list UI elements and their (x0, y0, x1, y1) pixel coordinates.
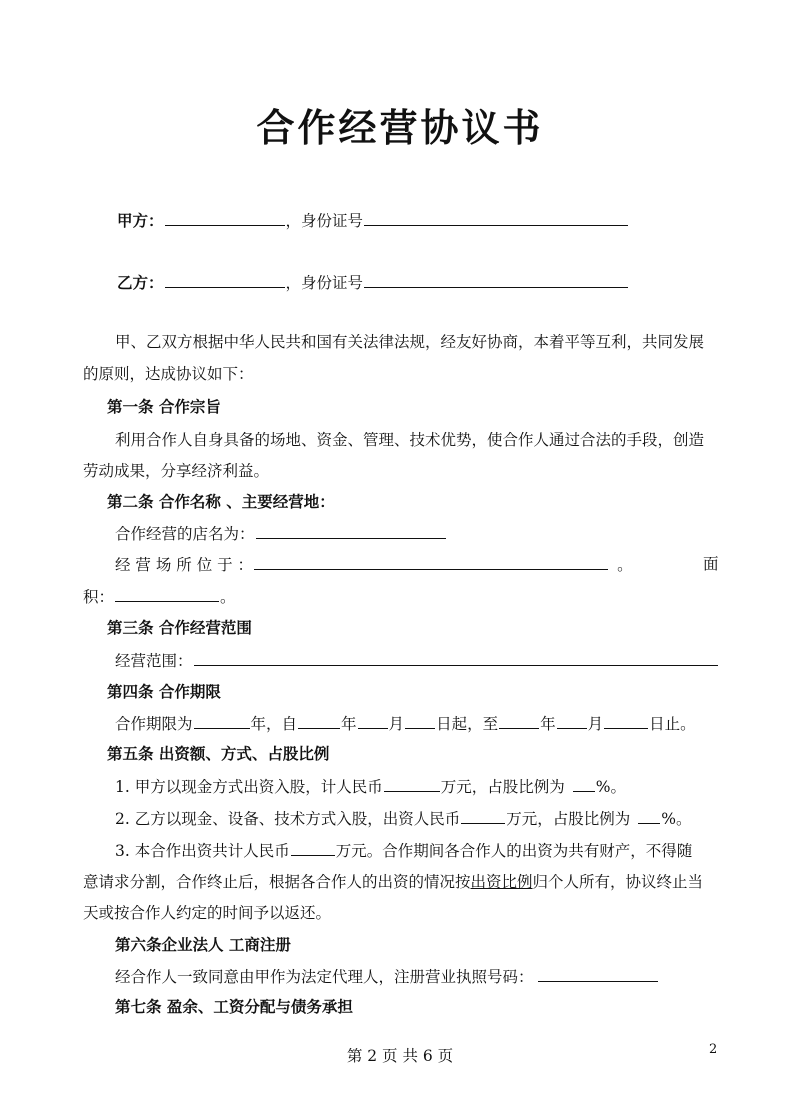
page-number: 2 (709, 1042, 718, 1057)
party-b-name-blank[interactable] (165, 270, 285, 288)
location-period: 。 (617, 556, 633, 574)
article-4-heading: 第四条 合作期限 (107, 682, 221, 701)
store-name-label: 合作经营的店名为： (115, 525, 255, 543)
investment-2-percent: %。 (661, 810, 692, 828)
article-1-line-1: 利用合作人自身具备的场地、资金、管理、技术优势，使合作人通过合法的手段，创造 (115, 431, 705, 449)
pagination-footer: 第 2 页 共 6 页 (346, 1047, 454, 1065)
investment-3-text: 3. 本合作出资共计人民币 (115, 842, 290, 860)
license-number-blank[interactable] (538, 964, 658, 982)
article-1-line-2: 劳动成果，分享经济利益。 (83, 462, 270, 480)
document-title: 合作经营协议书 (256, 105, 544, 150)
party-a-id-label: ，身份证号 (285, 212, 364, 230)
term-text-5: 日起，至 (436, 715, 499, 733)
investment-1-text: 1. 甲方以现金方式出资入股，计人民币 (115, 778, 383, 796)
article-7-heading: 第七条 盈余、工资分配与债务承担 (115, 997, 353, 1016)
intro-line-2: 的原则，达成协议如下： (83, 365, 254, 383)
total-amount-blank[interactable] (291, 838, 335, 856)
area-line (83, 584, 236, 609)
party-a-id-blank[interactable] (364, 208, 628, 226)
party-b-ratio-blank[interactable] (638, 806, 660, 824)
start-month-blank[interactable] (358, 711, 388, 729)
store-name-line (115, 521, 447, 546)
area-label: 积： (83, 588, 115, 606)
registration-text: 经合作人一致同意由甲作为法定代理人，注册营业执照号码： (115, 968, 534, 986)
investment-1-ratio-label: 万元，占股比例为 (440, 778, 565, 796)
investment-3-text-e: 归个人所有，协议终止当 (532, 873, 704, 891)
scope-line (115, 648, 719, 673)
location-line (115, 552, 633, 577)
investment-2-ratio-label: 万元，占股比例为 (506, 810, 631, 828)
intro-line-1: 甲、乙双方根据中华人民共和国有关法律法规，经友好协商，本着平等互利，共同发展 (115, 333, 705, 351)
scope-blank[interactable] (194, 648, 718, 666)
article-2-heading: 第二条 合作名称 、主要经营地： (107, 492, 335, 511)
area-blank[interactable] (115, 584, 219, 602)
party-a-label: 甲方： (117, 211, 164, 230)
party-a-amount-blank[interactable] (384, 774, 440, 792)
party-a-name-blank[interactable] (165, 208, 285, 226)
article-3-heading: 第三条 合作经营范围 (107, 618, 252, 637)
term-text-8: 日止。 (649, 715, 696, 733)
party-b-id-blank[interactable] (364, 270, 628, 288)
location-blank[interactable] (254, 552, 608, 570)
investment-line-3 (115, 838, 692, 863)
investment-2-text: 2. 乙方以现金、设备、技术方式入股，出资人民币 (115, 810, 461, 828)
investment-line-4 (83, 870, 703, 894)
party-b-line (117, 270, 629, 295)
start-day-blank[interactable] (405, 711, 435, 729)
term-text-4: 月 (388, 715, 405, 733)
store-name-blank[interactable] (256, 521, 446, 539)
investment-ratio-underlined: 出资比例 (470, 873, 533, 891)
term-text-3: 年 (341, 715, 357, 733)
party-b-label: 乙方： (117, 273, 164, 292)
party-a-line (117, 208, 629, 233)
term-years-blank[interactable] (194, 711, 250, 729)
investment-1-percent: %。 (595, 778, 626, 796)
term-text-6: 年 (540, 715, 556, 733)
area-label-continuation: 面 (703, 555, 719, 573)
registration-line (115, 964, 659, 989)
end-day-blank[interactable] (604, 711, 648, 729)
end-month-blank[interactable] (557, 711, 587, 729)
article-5-heading: 第五条 出资额、方式、占股比例 (107, 744, 330, 763)
investment-line-1 (115, 774, 626, 799)
investment-line-2 (115, 806, 691, 831)
term-text-2: 年，自 (250, 715, 298, 733)
term-text-7: 月 (587, 715, 604, 733)
party-b-id-label: ，身份证号 (285, 274, 364, 292)
article-1-heading: 第一条 合作宗旨 (107, 397, 221, 416)
scope-label: 经营范围： (115, 652, 193, 670)
investment-3-text-c: 意请求分割，合作终止后，根据各合作人的出资的情况按 (83, 873, 471, 891)
area-period: 。 (220, 588, 236, 606)
end-year-blank[interactable] (499, 711, 539, 729)
term-text-1: 合作期限为 (115, 715, 193, 733)
investment-3-text-b: 万元。合作期间各合作人的出资为共有财产，不得随 (335, 842, 693, 860)
location-label: 经 营 场 所 位 于 ： (115, 556, 254, 574)
article-6-heading: 第六条企业法人 工商注册 (115, 935, 291, 954)
investment-line-5: 天或按合作人约定的时间予以返还。 (83, 904, 332, 922)
party-a-ratio-blank[interactable] (573, 774, 595, 792)
party-b-amount-blank[interactable] (461, 806, 505, 824)
start-year-blank[interactable] (298, 711, 340, 729)
term-line (115, 711, 696, 736)
